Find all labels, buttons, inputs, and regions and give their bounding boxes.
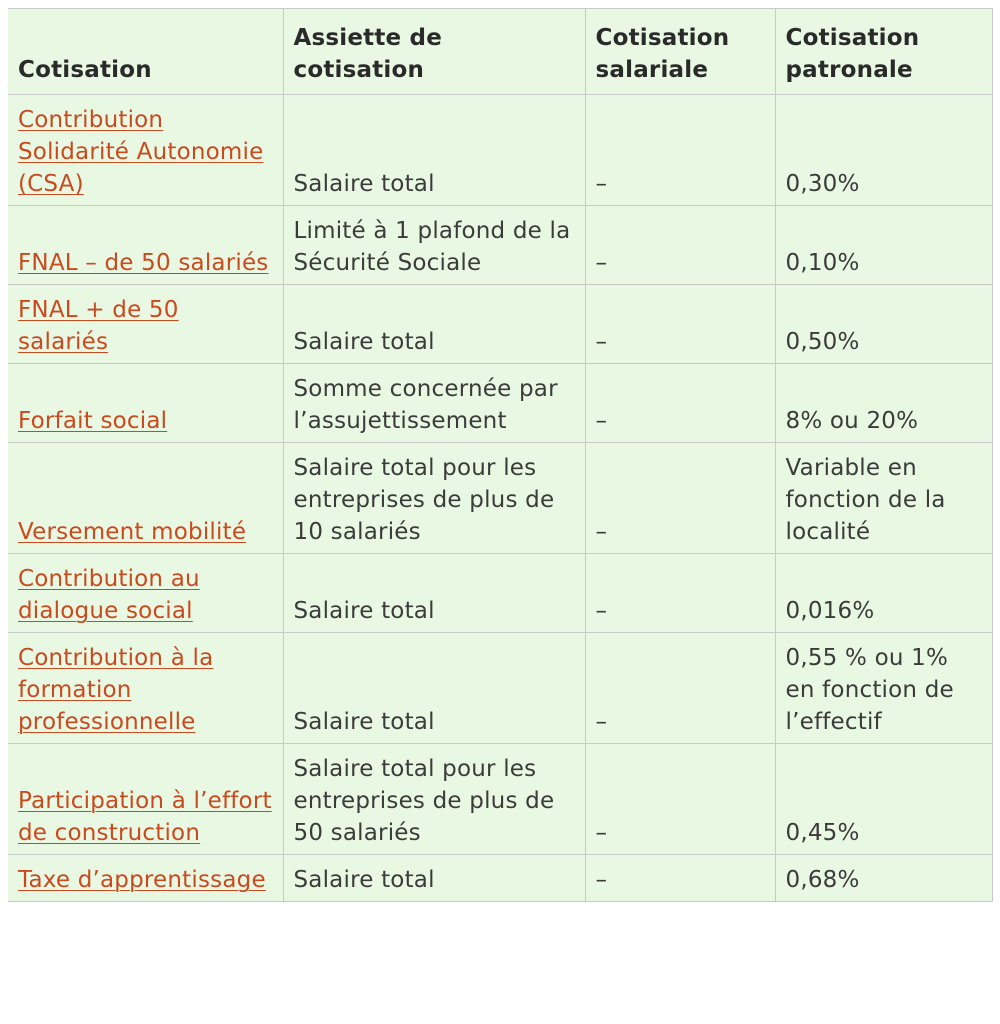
header-assiette: Assiette de cotisation [283,9,585,95]
header-patronale: Cotisation patronale [775,9,992,95]
patronale-cell: 0,45% [775,744,992,855]
cotisation-cell [8,744,283,855]
cotisation-cell [8,364,283,443]
salariale-cell: – [585,285,775,364]
salariale-cell: – [585,633,775,744]
salariale-cell: – [585,95,775,206]
patronale-cell: 0,50% [775,285,992,364]
patronale-cell: 0,68% [775,855,992,902]
patronale-cell: 0,55 % ou 1% en fonction de l’effectif [775,633,992,744]
salariale-cell: – [585,443,775,554]
assiette-cell: Salaire total pour les entreprises de plus de 10 salariés [283,443,585,554]
salariale-cell: – [585,744,775,855]
cotisation-link[interactable]: Contribution au dialogue social [18,566,200,624]
cotisation-cell [8,443,283,554]
assiette-cell: Salaire total pour les entreprises de plus de 50 salariés [283,744,585,855]
cotisation-link[interactable]: Contribution à la formation professionnelle [18,645,214,735]
assiette-cell: Salaire total [283,95,585,206]
cotisation-cell [8,285,283,364]
table-row [8,443,992,554]
table-row [8,206,992,285]
table-row [8,285,992,364]
header-cotisation: Cotisation [8,9,283,95]
cotisation-link[interactable]: FNAL + de 50 salariés [18,297,179,355]
cotisation-cell [8,633,283,744]
table-row [8,744,992,855]
salariale-cell: – [585,206,775,285]
header-row [8,9,992,95]
table-row [8,364,992,443]
assiette-cell: Salaire total [283,855,585,902]
cotisation-cell [8,554,283,633]
cotisation-link[interactable]: Versement mobilité [18,519,247,545]
cotisations-table [8,8,993,902]
cotisation-cell [8,855,283,902]
assiette-cell: Limité à 1 plafond de la Sécurité Sociale [283,206,585,285]
salariale-cell: – [585,855,775,902]
assiette-cell: Somme concernée par l’assujettissement [283,364,585,443]
cotisation-link[interactable]: Forfait social [18,408,168,434]
patronale-cell: Variable en fonction de la localité [775,443,992,554]
cotisation-link[interactable]: Participation à l’effort de construction [18,788,272,846]
assiette-cell: Salaire total [283,285,585,364]
table-row [8,95,992,206]
salariale-cell: – [585,554,775,633]
salariale-cell: – [585,364,775,443]
patronale-cell: 0,30% [775,95,992,206]
header-salariale: Cotisation salariale [585,9,775,95]
assiette-cell: Salaire total [283,633,585,744]
patronale-cell: 0,10% [775,206,992,285]
cotisation-link[interactable]: FNAL – de 50 salariés [18,250,269,276]
patronale-cell: 8% ou 20% [775,364,992,443]
patronale-cell: 0,016% [775,554,992,633]
cotisation-link[interactable]: Taxe d’apprentissage [18,867,266,893]
cotisation-link[interactable]: Contribution Solidarité Autonomie (CSA) [18,107,264,197]
cotisation-cell [8,206,283,285]
table-row [8,554,992,633]
assiette-cell: Salaire total [283,554,585,633]
table-row [8,633,992,744]
table-row [8,855,992,902]
cotisation-cell [8,95,283,206]
